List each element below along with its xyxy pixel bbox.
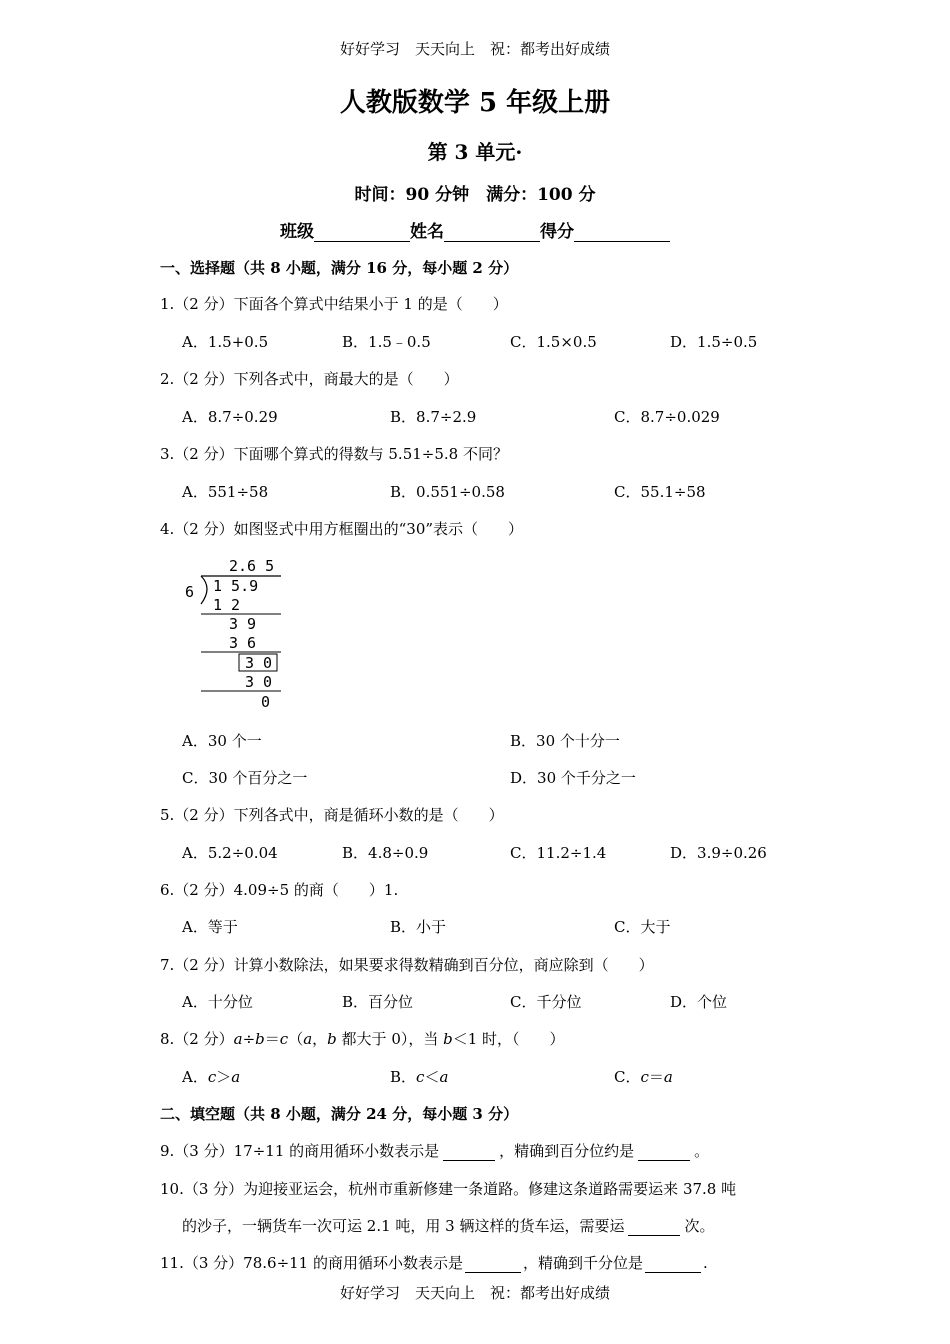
question-2: 2.（2 分）下列各式中，商最大的是（ ） [160,370,459,388]
q9-blank-2[interactable] [638,1146,690,1161]
q8-option-a[interactable]: A．c＞a [182,1068,241,1086]
question-11: 11.（3 分）78.6÷11 的商用循环小数表示是 ，精确到千分位是 . [160,1254,708,1272]
question-4: 4.（2 分）如图竖式中用方框圈出的“30”表示（ ） [160,520,524,538]
q10-blank[interactable] [628,1221,680,1236]
score-label: 得分 [540,222,574,242]
question-10-line-2: 的沙子，一辆货车一次可运 2.1 吨，用 3 辆这样的货车运，需要运 次。 [182,1217,715,1235]
class-blank[interactable] [314,223,410,242]
long-division-figure [175,552,295,717]
q5-option-d[interactable]: D．3.9÷0.26 [670,844,767,862]
section-2-heading: 二、填空题（共 8 小题，满分 24 分，每小题 3 分） [160,1105,519,1123]
division-dividend: 1 5.9 [213,577,259,595]
class-label: 班级 [280,222,314,242]
q4-option-a[interactable]: A．30 个一 [182,732,262,750]
q5-option-c[interactable]: C．11.2÷1.4 [510,844,607,862]
q6-option-a[interactable]: A．等于 [182,918,238,936]
q6-option-c[interactable]: C．大于 [614,918,671,936]
division-remainder: 0 [261,693,271,711]
q1-option-a[interactable]: A．1.5+0.5 [182,333,269,351]
page-title: 人教版数学 5 年级上册 [339,88,611,118]
q7-option-a[interactable]: A．十分位 [182,993,253,1011]
q7-option-b[interactable]: B．百分位 [342,993,414,1011]
question-1: 1.（2 分）下面各个算式中结果小于 1 的是（ ） [160,295,508,313]
division-quotient: 2.6 5 [229,557,275,575]
q9-blank-1[interactable] [443,1146,495,1161]
q8-option-c[interactable]: C．c＝a [614,1068,673,1086]
q11-blank-1[interactable] [465,1258,521,1273]
q7-option-d[interactable]: D．个位 [670,993,728,1011]
question-3: 3.（2 分）下面哪个算式的得数与 5.51÷5.8 不同？ [160,445,508,463]
q4-option-b[interactable]: B．30 个十分一 [510,732,620,750]
name-blank[interactable] [444,223,540,242]
division-step-3: 3 6 [229,634,257,652]
unit-title: 第 3 单元· [427,140,523,164]
name-label: 姓名 [410,222,444,242]
division-divisor: 6 [185,583,195,601]
q1-option-d[interactable]: D．1.5÷0.5 [670,333,758,351]
q2-option-a[interactable]: A．8.7÷0.29 [182,408,278,426]
q7-option-c[interactable]: C．千分位 [510,993,582,1011]
score-blank[interactable] [574,223,670,242]
division-step-5: 3 0 [245,673,273,691]
q11-blank-2[interactable] [645,1258,701,1273]
q3-option-a[interactable]: A．551÷58 [182,483,269,501]
question-6: 6.（2 分）4.09÷5 的商（ ）1. [160,881,399,899]
question-10-line-1: 10.（3 分）为迎接亚运会，杭州市重新修建一条道路。修建这条道路需要运来 37.8 吨 [160,1180,737,1198]
q2-option-c[interactable]: C．8.7÷0.029 [614,408,720,426]
q8-option-b[interactable]: B．c＜a [390,1068,449,1086]
q3-option-c[interactable]: C．55.1÷58 [614,483,706,501]
time-info: 时间：90 分钟 满分：100 分 [354,185,596,205]
q3-option-b[interactable]: B．0.551÷0.58 [390,483,505,501]
question-5: 5.（2 分）下列各式中，商是循环小数的是（ ） [160,806,504,824]
q5-option-a[interactable]: A．5.2÷0.04 [182,844,278,862]
section-1-heading: 一、选择题（共 8 小题，满分 16 分，每小题 2 分） [160,259,519,277]
division-step-1: 1 2 [213,596,241,614]
division-step-4: 3 0 [245,654,273,672]
q1-option-b[interactable]: B．1.5﹣0.5 [342,333,431,351]
q2-option-b[interactable]: B．8.7÷2.9 [390,408,477,426]
student-fields [0,217,950,242]
q4-option-c[interactable]: C．30 个百分之一 [182,769,308,787]
q6-option-b[interactable]: B．小于 [390,918,447,936]
page-header: 好好学习 天天向上 祝：都考出好成绩 [339,40,610,58]
division-step-2: 3 9 [229,615,257,633]
q4-option-d[interactable]: D．30 个千分之一 [510,769,636,787]
q5-option-b[interactable]: B．4.8÷0.9 [342,844,429,862]
q1-option-c[interactable]: C．1.5×0.5 [510,333,597,351]
question-8: 8.（2 分）a÷b＝c（a，b 都大于 0），当 b＜1 时，（ ） [160,1030,565,1048]
division-bracket [201,576,207,604]
question-7: 7.（2 分）计算小数除法，如果要求得数精确到百分位，商应除到（ ） [160,956,654,974]
page-footer: 好好学习 天天向上 祝：都考出好成绩 [339,1284,610,1302]
question-9: 9.（3 分）17÷11 的商用循环小数表示是 ，精确到百分位约是 。 [160,1142,710,1160]
